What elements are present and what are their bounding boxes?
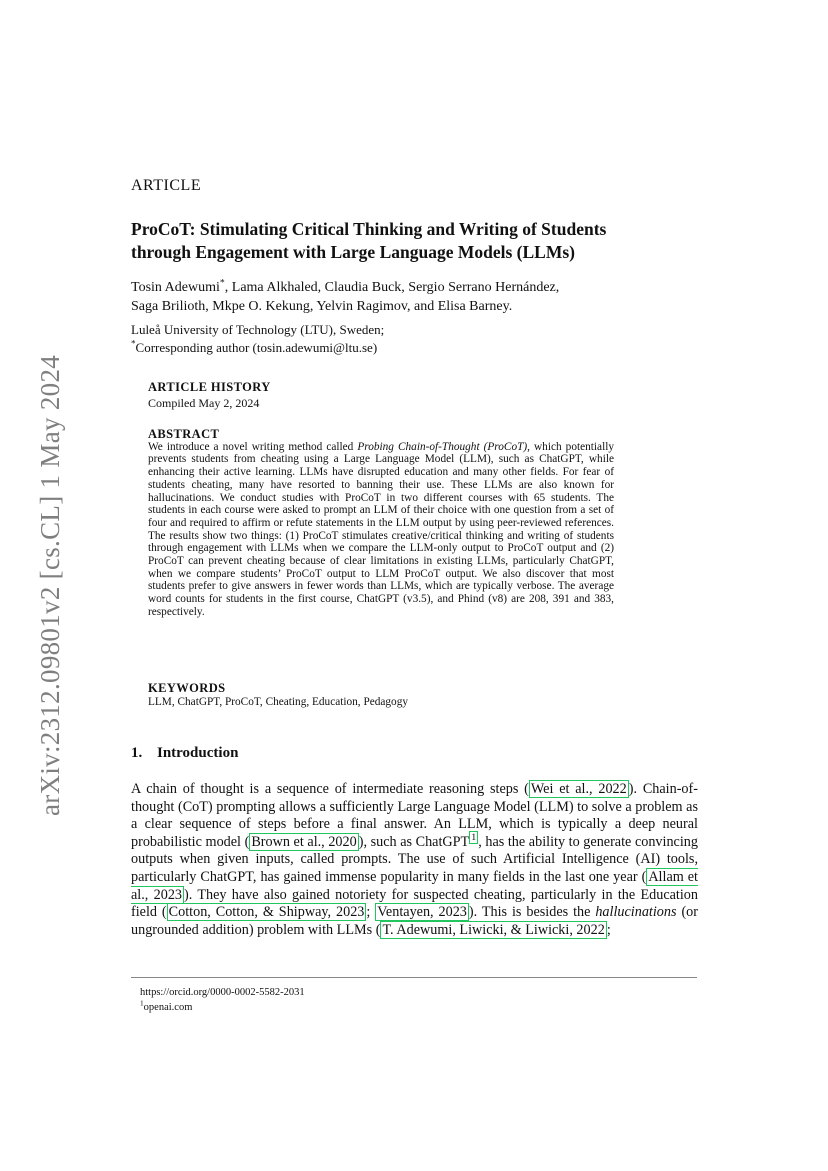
corresponding-author: Corresponding author (tosin.adewumi@ltu.se)	[135, 340, 378, 355]
introduction-paragraph	[131, 781, 698, 939]
author-line-1	[131, 278, 691, 297]
footnote-divider	[131, 977, 697, 978]
keywords-heading: KEYWORDS	[148, 681, 226, 695]
arxiv-identifier: arXiv:2312.09801v2 [cs.CL] 1 May 2024	[35, 354, 65, 816]
title-line-1: ProCoT: Stimulating Critical Thinking and Writing of Students	[131, 219, 607, 239]
compiled-date: Compiled May 2, 2024	[148, 396, 260, 410]
body-text: (or ungrounded addition) problem with LLMs (	[131, 904, 698, 938]
corresponding-author-line	[131, 339, 691, 357]
orcid-footnote: https://orcid.org/0000-0002-5582-2031	[140, 987, 305, 998]
article-type-label: ARTICLE	[131, 177, 202, 194]
body-text: ). This is besides the	[468, 904, 596, 921]
citation-link[interactable]: Ventayen, 2023	[377, 904, 467, 921]
corresponding-marker: *	[219, 277, 225, 289]
author-line-2: Saga Brilioth, Mkpe O. Kekung, Yelvin Ragimov, and Elisa Barney.	[131, 299, 513, 314]
citation-link[interactable]: Allam et al., 2023	[131, 868, 698, 903]
body-text: ). They have also gained notoriety for suspected cheating, particularly in the Education field (	[131, 886, 698, 921]
body-text: ). Chain-of-thought (CoT) prompting allows a sufficiently Large Language Model (LLM) to solve a problem as a clear sequence of steps before a final answer. An LLM, which is typically a deep neural probabilistic model (	[131, 781, 698, 850]
section-heading	[131, 745, 238, 762]
citation-link[interactable]: T. Adewumi, Liwicki, & Liwicki, 2022	[382, 921, 605, 938]
italic-term: hallucinations	[595, 904, 677, 921]
paper-title	[131, 218, 691, 264]
body-text: ), such as ChatGPT	[358, 833, 470, 850]
abstract-heading: ABSTRACT	[148, 427, 220, 441]
citation-link[interactable]: Cotton, Cotton, & Shipway, 2023	[168, 904, 365, 921]
abstract-block	[148, 428, 614, 619]
body-text: , has the ability to generate convincing outputs when given inputs, called prompts. The use of such Artificial Intelligence (AI) tools, particularly ChatGPT, has gained immense popularity in many fields in the last one year (	[131, 833, 698, 885]
footnote-text: openai.com	[143, 1002, 193, 1013]
citation-link[interactable]: Wei et al., 2022	[530, 781, 627, 797]
abstract-text	[148, 441, 614, 619]
method-name: Probing Chain-of-Thought (ProCoT)	[357, 440, 528, 453]
author-list	[131, 278, 691, 316]
footnote-1	[140, 1000, 700, 1015]
keywords-list: LLM, ChatGPT, ProCoT, Cheating, Education, Pedagogy	[148, 696, 409, 708]
section-title: Introduction	[157, 745, 239, 761]
author-line-1-rest: , Lama Alkhaled, Claudia Buck, Sergio Serrano Hernández,	[224, 280, 560, 295]
affiliations	[131, 321, 691, 357]
footnote-number: 1	[140, 998, 144, 1008]
title-line-2: through Engagement with Large Language Models (LLMs)	[131, 242, 575, 262]
abstract-text-rest: , which potentially prevents students from cheating using a Large Language Model (LLM), such as ChatGPT, while enhancing their active learning. LLMs have disrupted education and many other fields. For fear of students cheating, many have resorted to banning their use. These LLMs are also known for hallucinations. We conduct studies with ProCoT in two different courses with 65 students. The students in each course were asked to prompt an LLM of their choice with one question from a set of four and required to affirm or refute statements in the LLM output by using peer-reviewed references. The results show two things: (1) ProCoT stimulates creative/critical thinking and writing of students through engagement with LLMs when we compare the LLM-only output to ProCoT output and (2) ProCoT can prevent cheating because of clear limitations in existing LLMs, particularly ChatGPT, when we compare students’ ProCoT output to LLM ProCoT output. We also discover that most students prefer to give answers in fewer words than LLMs, which are typically verbose. The average word counts for students in the first course, ChatGPT (v3.5), and Phind (v8) are 208, 391 and 383, respectively.	[148, 440, 614, 618]
body-text: ;	[606, 921, 611, 938]
citation-link[interactable]: Brown et al., 2020	[251, 833, 357, 850]
footnote-link[interactable]: 1	[471, 832, 477, 844]
first-author: Tosin Adewumi	[131, 280, 220, 295]
corresponding-footnote-marker: *	[131, 338, 136, 349]
article-history	[148, 379, 668, 411]
body-text: A chain of thought is a sequence of intermediate reasoning steps (	[131, 781, 529, 797]
body-text: ;	[366, 904, 376, 921]
section-number: 1.	[131, 745, 143, 761]
footnotes	[140, 985, 700, 1015]
keywords-block	[148, 681, 668, 709]
institution: Luleå University of Technology (LTU), Sweden;	[131, 322, 385, 337]
abstract-text-start: We introduce a novel writing method called	[148, 440, 358, 453]
article-history-heading: ARTICLE HISTORY	[148, 380, 271, 394]
